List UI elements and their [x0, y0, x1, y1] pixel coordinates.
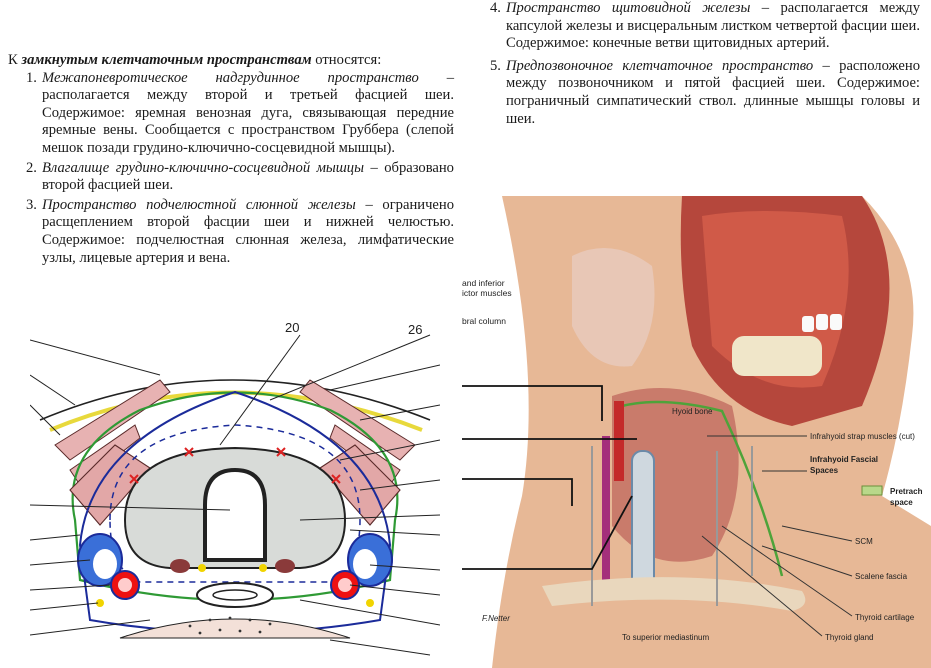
neck-cross-section-diagram — [30, 320, 440, 668]
figure-label-26: 26 — [408, 322, 423, 337]
list-item — [490, 0, 920, 53]
label-thyroid-cartilage: Thyroid cartilage — [855, 613, 915, 622]
intro-paragraph — [8, 52, 454, 70]
item-title: Межапоневротическое надгрудинное пространство — [42, 69, 419, 86]
item-text: – образовано второй фасцией шеи. — [42, 159, 454, 194]
internal-jugular-vein — [632, 451, 654, 591]
item-title: Пространство щитовидной железы — [506, 0, 751, 16]
list-item — [26, 70, 454, 158]
space-list-right — [490, 0, 920, 128]
carotid-artery — [614, 401, 624, 481]
label-fascial-spaces-2: Spaces — [810, 466, 839, 475]
item-number: 4. — [490, 0, 501, 16]
label-infrahyoid-strap: Infrahyoid strap muscles (cut) — [810, 432, 915, 441]
label-hyoid-bone: Hyoid bone — [672, 407, 713, 416]
intro-bold-term: замкнутым клетчаточным пространствам — [21, 52, 312, 68]
label-constrictor-muscles: ictor muscles — [462, 288, 512, 298]
label-constrictor: and inferior — [462, 278, 505, 288]
label-thyroid-gland: Thyroid gland — [825, 633, 874, 642]
item-text: – располагается между второй и третьей фасцией шеи. Содержимое: яремная венозная дуга, связывающая передние яремные вены. Сообщается с пространством Груббера (слепой мешок позади грудино-ключично-сосцевидной мышцы). — [42, 69, 454, 156]
label-pretracheal-2: space — [890, 498, 913, 507]
signature: F.Netter — [482, 614, 510, 623]
item-title: Пространство подчелюстной слюнной железы — [42, 196, 356, 213]
label-fascial-spaces-1: Infrahyoid Fascial — [810, 455, 879, 464]
figure-label-20: 20 — [285, 320, 300, 335]
item-number: 3. — [26, 196, 37, 213]
label-scalene-fascia: Scalene fascia — [855, 572, 908, 581]
item-title: Предпозвоночное клетчаточное пространство — [506, 57, 814, 74]
label-superior-mediastinum: To superior mediastinum — [622, 633, 710, 642]
intro-prefix: К — [8, 52, 22, 68]
teeth — [802, 314, 842, 332]
vertebra — [120, 619, 350, 638]
space-list-left — [26, 70, 454, 268]
mandible — [732, 336, 822, 376]
item-title: Влагалище грудино-ключично-сосцевидной мышцы — [42, 159, 364, 176]
item-text: – располагается между капсулой железы и висцеральным листком четвертой фасции шеи. Содержимое: конечные ветви щитовидных артерий. — [506, 0, 920, 52]
left-text-column — [8, 52, 454, 269]
label-pretracheal-1: Pretrach — [890, 487, 923, 496]
list-item — [490, 58, 920, 128]
list-item — [26, 197, 454, 267]
trachea — [205, 470, 265, 560]
item-text: – ограничено расщеплением второй фасции шеи и нижней челюстью. Содержимое: подчелюстная слюнная железа, лимфатические узлы, лицевые артерия и вена. — [42, 196, 455, 266]
neck-fascial-spaces-illustration — [462, 196, 931, 668]
pretracheal-legend-swatch — [862, 486, 882, 495]
item-text: – расположено между позвоночником и пятой фасцией шеи. Содержимое: пограничный симпатический ствол. длинные мышцы головы и шеи. — [506, 57, 920, 127]
purple-vessel — [602, 436, 610, 586]
label-vertebral-column: bral column — [462, 316, 506, 326]
item-number: 2. — [26, 159, 37, 176]
right-text-column — [490, 0, 920, 133]
label-scm: SCM — [855, 537, 873, 546]
intro-suffix: относятся: — [311, 52, 382, 68]
list-item — [26, 160, 454, 195]
item-number: 1. — [26, 69, 37, 86]
item-number: 5. — [490, 57, 501, 74]
